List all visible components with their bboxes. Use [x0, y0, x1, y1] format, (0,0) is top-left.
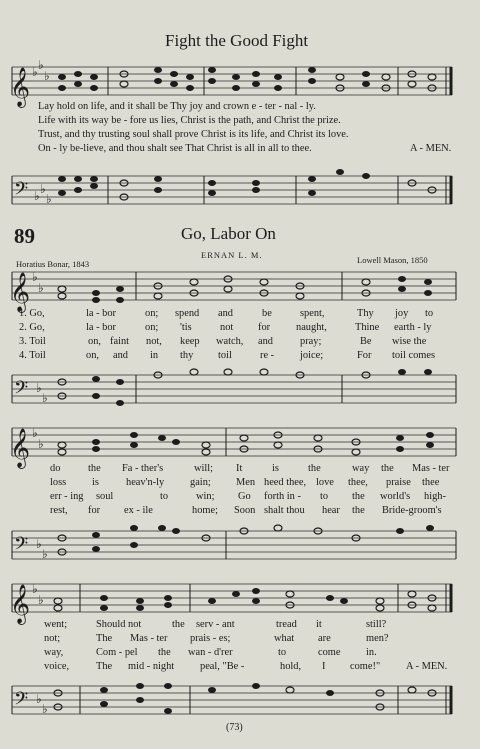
lyric: it	[316, 619, 322, 630]
hymn-number: 89	[14, 224, 35, 248]
lyric: shalt thou	[264, 505, 305, 516]
lyric: do	[50, 463, 61, 474]
lyric: in	[150, 350, 159, 361]
hymn2-amen: A - MEN.	[406, 661, 448, 672]
svg-text:♭: ♭	[46, 192, 52, 206]
lyric: to	[278, 647, 287, 658]
lyric: keep	[180, 336, 200, 347]
lyric: rest,	[50, 505, 68, 516]
lyric: for	[258, 322, 271, 333]
svg-text:♭: ♭	[36, 381, 42, 395]
lyric: watch,	[216, 336, 244, 347]
svg-text:♭: ♭	[38, 281, 44, 295]
lyric: Men	[236, 477, 256, 488]
lyric: 4. Toil	[19, 350, 46, 361]
lyric: la - bor	[86, 308, 117, 319]
svg-text:♭: ♭	[42, 702, 48, 716]
svg-text:𝄢: 𝄢	[14, 689, 29, 714]
svg-text:𝄢: 𝄢	[14, 534, 29, 559]
lyric: loss	[50, 477, 67, 488]
lyric: The	[96, 633, 113, 644]
lyric: Mas - ter	[412, 463, 450, 474]
svg-text:♭: ♭	[32, 270, 38, 284]
svg-text:♭: ♭	[36, 537, 42, 551]
lyric: prais - es;	[190, 633, 231, 644]
lyric: to	[160, 491, 169, 502]
lyric: love	[316, 477, 334, 488]
svg-text:𝄞: 𝄞	[10, 428, 31, 468]
svg-text:♭: ♭	[34, 189, 40, 203]
hymn1-bass-staff	[12, 169, 452, 206]
lyric: heav'n-ly	[126, 477, 165, 488]
lyric: Should not	[96, 619, 142, 630]
lyric: Soon	[234, 505, 256, 516]
hymn2-system2-bass	[12, 525, 456, 561]
lyric: toil comes	[392, 350, 435, 361]
lyric: soul	[96, 491, 114, 502]
hymn2-system1-bass	[12, 369, 456, 406]
lyric: on;	[145, 322, 159, 333]
lyric: still?	[366, 619, 387, 630]
hymn2-system3-bass	[12, 683, 452, 716]
lyric: the	[172, 619, 185, 630]
lyric: gain;	[190, 477, 211, 488]
lyric: tread	[276, 619, 297, 630]
lyric: the	[88, 463, 101, 474]
lyric: the	[308, 463, 321, 474]
lyric: way	[352, 463, 370, 474]
lyric: The	[96, 661, 113, 672]
svg-text:𝄞: 𝄞	[10, 584, 31, 624]
lyric: on,	[88, 336, 101, 347]
lyric: not	[220, 322, 234, 333]
lyric: thy	[180, 350, 194, 361]
lyric: world's	[380, 491, 411, 502]
lyric: will;	[194, 463, 214, 474]
lyric: not,	[146, 336, 162, 347]
svg-text:♭: ♭	[40, 182, 46, 196]
lyric: in.	[366, 647, 377, 658]
svg-text:♭: ♭	[32, 65, 38, 79]
hymn2-title: Go, Labor On	[181, 224, 276, 243]
lyric: I	[322, 661, 326, 672]
hymn1-title: Fight the Good Fight	[165, 31, 309, 50]
lyric: is	[272, 463, 279, 474]
lyric: come!"	[350, 661, 381, 672]
lyric: for	[88, 505, 101, 516]
svg-text:♭: ♭	[44, 69, 50, 83]
hymn1-verse-4: On - ly be-lieve, and thou shalt see That Christ is all in all to thee.	[38, 143, 312, 154]
lyric: win;	[196, 491, 215, 502]
lyric: the	[352, 505, 365, 516]
lyric: err - ing	[50, 491, 84, 502]
hymn1-verse-2: Life with its way be - fore us lies, Christ is the path, and Christ the prize.	[38, 115, 341, 126]
lyric: is	[92, 477, 99, 488]
lyric: what	[274, 633, 295, 644]
lyric: earth - ly	[394, 322, 432, 333]
lyric: 2. Go,	[19, 322, 45, 333]
lyric: went;	[44, 619, 68, 630]
lyric: praise	[386, 477, 411, 488]
page-number: (73)	[226, 722, 243, 733]
hymn2-system1-treble	[10, 270, 456, 313]
svg-text:♭: ♭	[42, 547, 48, 561]
author-credit: Horatius Bonar, 1843	[16, 259, 90, 269]
lyric: and	[258, 336, 274, 347]
lyric: be	[262, 308, 272, 319]
lyric: spent,	[300, 308, 325, 319]
lyric: on;	[145, 308, 159, 319]
lyric: high-	[424, 491, 446, 502]
lyric: joy	[395, 308, 409, 319]
lyric: wise the	[392, 336, 427, 347]
lyric: 'tis	[180, 322, 192, 333]
lyric: la - bor	[86, 322, 117, 333]
svg-text:♭: ♭	[36, 692, 42, 706]
lyric: Fa - ther's	[122, 463, 164, 474]
lyric: hold,	[280, 661, 302, 672]
lyric: way,	[44, 647, 64, 658]
lyric: For	[357, 350, 372, 361]
lyric: mid - night	[128, 661, 175, 672]
lyric: re -	[260, 350, 275, 361]
svg-text:♭: ♭	[38, 58, 44, 72]
lyric: 1. Go,	[19, 308, 45, 319]
lyric: not;	[44, 633, 61, 644]
svg-text:𝄢: 𝄢	[14, 179, 29, 204]
lyric: Thine	[355, 322, 380, 333]
lyric: 3. Toil	[19, 336, 46, 347]
lyric: are	[318, 633, 331, 644]
svg-text:𝄞: 𝄞	[10, 67, 31, 107]
svg-text:♭: ♭	[32, 426, 38, 440]
lyric: Be	[360, 336, 372, 347]
lyric: peal, "Be -	[200, 661, 245, 672]
lyric: to	[425, 308, 434, 319]
hymn1-treble-notes	[58, 67, 436, 91]
lyric: hear	[322, 505, 340, 516]
svg-text:𝄞: 𝄞	[10, 272, 31, 312]
svg-text:♭: ♭	[32, 582, 38, 596]
lyric: toil	[218, 350, 232, 361]
lyric: come	[318, 647, 341, 658]
hymn1-verse-1: Lay hold on life, and it shall be Thy joy and crown e - ter - nal - ly.	[38, 101, 316, 112]
lyric: men?	[366, 633, 389, 644]
composer-credit: Lowell Mason, 1850	[357, 255, 428, 265]
svg-text:𝄢: 𝄢	[14, 378, 29, 403]
lyric: joice;	[300, 350, 324, 361]
svg-text:♭: ♭	[38, 593, 44, 607]
svg-text:♭: ♭	[38, 437, 44, 451]
lyric: thee	[422, 477, 440, 488]
tune-name: ERNAN L. M.	[201, 250, 263, 260]
lyric: thee,	[348, 477, 368, 488]
lyric: spend	[175, 308, 200, 319]
lyric: Thy	[357, 308, 374, 319]
lyric: to	[320, 491, 329, 502]
lyric: home;	[192, 505, 218, 516]
hymn1-amen: A - MEN.	[410, 143, 452, 154]
lyric: voice,	[44, 661, 70, 672]
hymn1-verse-3: Trust, and thy trusting soul shall prove Christ is its life, and Christ its love.	[38, 129, 349, 140]
lyric: Mas - ter	[130, 633, 168, 644]
lyric: on,	[86, 350, 99, 361]
lyric: and	[218, 308, 234, 319]
lyric: It	[236, 463, 243, 474]
lyric: the	[381, 463, 394, 474]
lyric: serv - ant	[196, 619, 235, 630]
lyric: the	[352, 491, 365, 502]
lyric: forth in -	[264, 491, 301, 502]
lyric: faint	[110, 336, 130, 347]
lyric: the	[158, 647, 171, 658]
lyric: pray;	[300, 336, 322, 347]
svg-text:♭: ♭	[42, 391, 48, 405]
lyric: Com - pel	[96, 647, 138, 658]
lyric: naught,	[296, 322, 327, 333]
lyric: ex - ile	[124, 505, 153, 516]
lyric: and	[113, 350, 129, 361]
lyric: wan - d'rer	[188, 647, 233, 658]
lyric: Bride-groom's	[382, 505, 442, 516]
lyric: heed thee,	[264, 477, 307, 488]
lyric: Go	[238, 491, 251, 502]
